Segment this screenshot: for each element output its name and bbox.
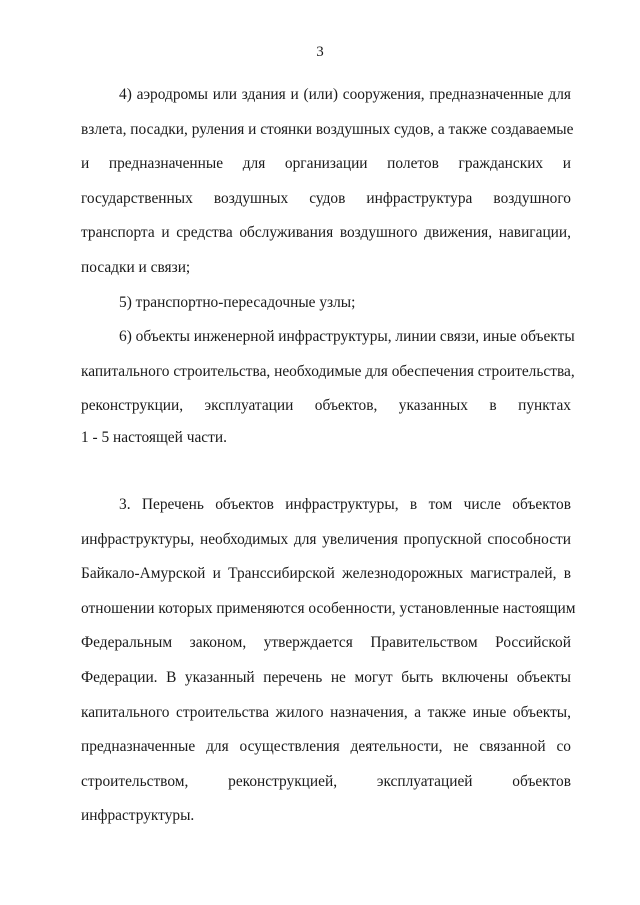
paragraph-spacer [81,452,571,488]
paragraph-item-5 [81,286,571,321]
text-line: взлета, посадки, руления и стоянки воздушных судов, а также создаваемые [81,120,574,138]
text-line: строительством, реконструкцией, эксплуатацией объектов [81,772,571,790]
text-line: отношении которых применяются особенности, установленные настоящим [81,599,576,617]
document-body [81,78,576,834]
text-line: инфраструктуры. [81,807,195,825]
text-line: транспорта и средства обслуживания воздушного движения, навигации, [81,224,571,242]
text-line: капитального строительства, необходимые для обеспечения строительства, [81,362,575,380]
text-line: и предназначенные для организации полетов гражданских и [81,155,571,173]
text-line: 1 - 5 настоящей части. [81,428,227,446]
paragraph-part-3 [81,488,576,834]
text-line: 3. Перечень объектов инфраструктуры, в том числе объектов [119,495,571,513]
text-line: предназначенные для осуществления деятельности, не связанной со [81,738,571,756]
text-line: Байкало-Амурской и Транссибирской железнодорожных магистралей, в [81,565,571,583]
text-line: Федеральным законом, утверждается Правительством Российской [81,634,571,652]
text-line: 4) аэродромы или здания и (или) сооружения, предназначенные для [119,86,571,103]
text-line: реконструкции, эксплуатации объектов, указанных в пунктах [81,397,571,415]
text-line: 5) транспортно-пересадочные узлы; [119,293,356,311]
text-line: инфраструктуры, необходимых для увеличения пропускной способности [81,530,571,548]
text-line: капитального строительства жилого назначения, а также иные объекты, [81,703,571,721]
paragraph-item-6 [81,320,575,452]
text-line: Федерации. В указанный перечень не могут быть включены объекты [81,668,571,686]
text-line: 6) объекты инженерной инфраструктуры, линии связи, иные объекты [119,328,575,346]
page-number: 3 [316,44,324,60]
paragraph-item-4 [81,78,574,286]
text-line: посадки и связи; [81,258,191,276]
text-line: государственных воздушных судов инфраструктура воздушного [81,189,571,207]
